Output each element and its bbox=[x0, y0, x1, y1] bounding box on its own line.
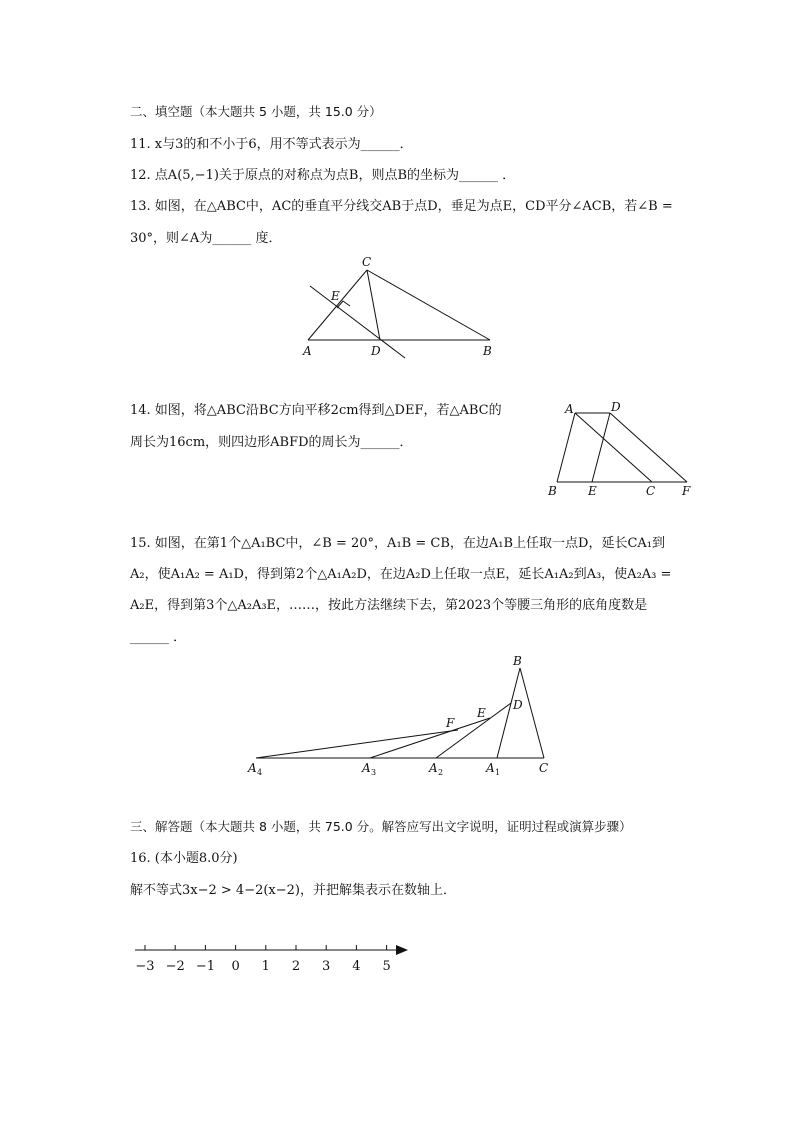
question-13-line2: 30°，则∠A为______ 度． bbox=[130, 231, 282, 246]
tick-label: 1 bbox=[261, 959, 270, 974]
tick-label: −2 bbox=[165, 959, 185, 974]
label-A1: A bbox=[486, 761, 495, 775]
label-D: D bbox=[611, 400, 621, 414]
label-A1-sub: 1 bbox=[495, 768, 501, 777]
question-15-line1: 15. 如图，在第1个△A₁BC中，∠B = 20°，A₁B = CB，在边A₁B上任取一点D，延长CA₁到 bbox=[130, 536, 665, 551]
question-15-line3: A₂E，得到第3个△A₂A₃E，……，按此方法继续下去，第2023个等腰三角形的底角度数是 bbox=[130, 598, 648, 613]
label-C: C bbox=[362, 255, 372, 269]
tick-label: −1 bbox=[195, 959, 215, 974]
question-11: 11. x与3的和不小于6，用不等式表示为______． bbox=[130, 137, 413, 152]
question-15-line4: ______ ． bbox=[130, 630, 187, 645]
label-C: C bbox=[646, 484, 656, 498]
question-14-line1: 14. 如图，将△ABC沿BC方向平移2cm得到△DEF，若△ABC的 bbox=[130, 403, 502, 418]
tick-label: 5 bbox=[382, 959, 391, 974]
question-12: 12. 点A(5,−1)关于原点的对称点为点B，则点B的坐标为______ ． bbox=[130, 168, 516, 183]
question-15-line2: A₂，使A₁A₂ = A₁D，得到第2个△A₁A₂D，在边A₂D上任取一点E，延长A₁A₂到A₃，使A₂A₃ = bbox=[130, 567, 672, 582]
tick-label: 3 bbox=[322, 959, 331, 974]
tick-label: −3 bbox=[135, 959, 155, 974]
label-D: D bbox=[513, 698, 523, 712]
question-14-line2: 周长为16cm，则四边形ABFD的周长为______． bbox=[130, 435, 413, 450]
label-A3-sub: 3 bbox=[371, 768, 377, 777]
label-A2-sub: 2 bbox=[438, 768, 444, 777]
number-line-arrow bbox=[396, 945, 408, 955]
question-16-head: 16. (本小题8.0分) bbox=[130, 851, 238, 866]
label-B: B bbox=[513, 654, 522, 668]
tick-label: 4 bbox=[352, 959, 361, 974]
label-B: B bbox=[548, 484, 557, 498]
label-A4-sub: 4 bbox=[257, 768, 263, 777]
question-13-line1: 13. 如图，在△ABC中，AC的垂直平分线交AB于点D，垂足为点E，CD平分∠ACB，若∠B = bbox=[130, 199, 673, 214]
section3-title: 三、解答题（本大题共 8 小题，共 75.0 分。解答应写出文字说明，证明过程或演算步骤） bbox=[130, 819, 632, 834]
label-C: C bbox=[539, 761, 549, 775]
label-B: B bbox=[483, 344, 492, 358]
label-A: A bbox=[303, 344, 312, 358]
label-F: F bbox=[682, 484, 691, 498]
label-E: E bbox=[588, 484, 597, 498]
label-A4: A bbox=[248, 761, 257, 775]
label-A3: A bbox=[362, 761, 371, 775]
tick-label: 0 bbox=[231, 959, 240, 974]
tick-label: 2 bbox=[291, 959, 301, 974]
section2-title: 二、填空题（本大题共 5 小题，共 15.0 分） bbox=[130, 104, 382, 119]
label-D: D bbox=[371, 344, 381, 358]
label-F: F bbox=[446, 716, 455, 730]
label-A2: A bbox=[429, 761, 438, 775]
label-A: A bbox=[565, 402, 574, 416]
label-E: E bbox=[331, 289, 340, 303]
question-16-body: 解不等式3x−2 > 4−2(x−2)，并把解集表示在数轴上． bbox=[130, 883, 456, 898]
label-E: E bbox=[477, 706, 486, 720]
